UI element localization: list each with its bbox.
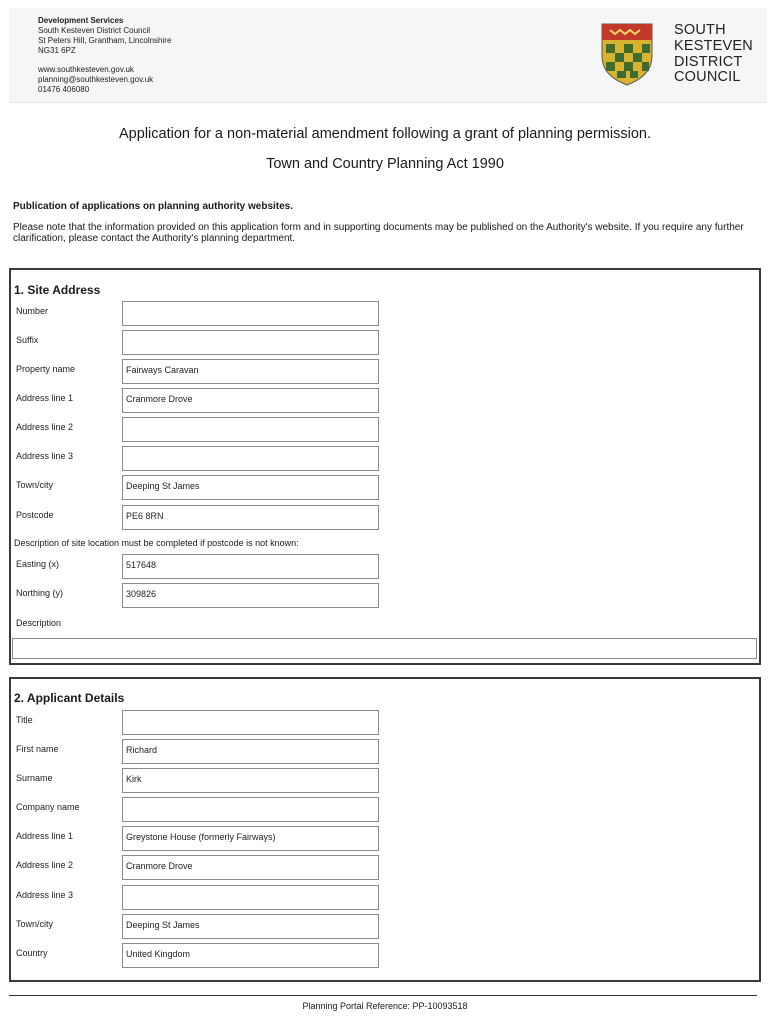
- field-label: Town/city: [16, 480, 54, 490]
- town-city-field[interactable]: Deeping St James: [122, 475, 379, 500]
- council-line: South Kesteven District Council: [38, 26, 151, 35]
- section-title: 1. Site Address: [14, 283, 101, 297]
- field-label: Postcode: [16, 510, 54, 520]
- contact-block: [38, 16, 171, 95]
- number-field[interactable]: [122, 301, 379, 326]
- location-note: Description of site location must be completed if postcode is not known:: [14, 538, 299, 548]
- document-title: Application for a non-material amendment following a grant of planning permission.: [119, 126, 651, 142]
- property-name-row: [11, 359, 391, 384]
- address-line-3-field[interactable]: [122, 446, 379, 471]
- field-label: Address line 2: [16, 860, 74, 870]
- field-label: Country: [16, 948, 48, 958]
- surname-row: [11, 768, 391, 793]
- field-label: Easting (x): [16, 559, 60, 569]
- country-field[interactable]: United Kingdom: [122, 943, 379, 968]
- company-name-row: [11, 797, 391, 822]
- town-city-field[interactable]: Deeping St James: [122, 914, 379, 939]
- easting-field[interactable]: 517648: [122, 554, 379, 579]
- postcode-field[interactable]: PE6 8RN: [122, 505, 379, 530]
- description-field[interactable]: [12, 638, 757, 659]
- council-crest-icon: [600, 22, 654, 86]
- address-line-1-field[interactable]: Greystone House (formerly Fairways): [122, 826, 379, 851]
- field-label: Address line 1: [16, 393, 74, 403]
- field-label: First name: [16, 744, 59, 754]
- field-label: Surname: [16, 773, 53, 783]
- northing-field[interactable]: 309826: [122, 583, 379, 608]
- council-name: [674, 23, 753, 86]
- company-name-field[interactable]: [122, 797, 379, 822]
- field-label: Address line 2: [16, 422, 74, 432]
- postcode: NG31 6PZ: [38, 46, 76, 55]
- field-label: Suffix: [16, 335, 39, 345]
- description-label: Description: [16, 618, 62, 628]
- address-line-2-row: [11, 855, 391, 880]
- site-address-section: [9, 268, 761, 665]
- town-city-row: [11, 914, 391, 939]
- address-line-1-row: [11, 826, 391, 851]
- email-link[interactable]: planning@southkesteven.gov.uk: [38, 75, 154, 84]
- field-label: Property name: [16, 364, 76, 374]
- website-link[interactable]: www.southkesteven.gov.uk: [38, 65, 134, 74]
- footer-divider: [9, 995, 757, 996]
- title-row: [11, 710, 391, 735]
- address-line-1-field[interactable]: Cranmore Drove: [122, 388, 379, 413]
- field-label: Address line 3: [16, 890, 74, 900]
- org-name: Development Services: [38, 16, 124, 25]
- address-line-3-row: [11, 446, 391, 471]
- address-line-3-field[interactable]: [122, 885, 379, 910]
- address-line: St Peters Hill, Grantham, Lincolnshire: [38, 36, 172, 45]
- section-title: 2. Applicant Details: [14, 691, 125, 705]
- field-label: Town/city: [16, 919, 54, 929]
- publication-note: Please note that the information provided on this application form and in supporting documents may be published on the Authority's website. If you require any further clarification, please contact the Authority's planning department.: [13, 222, 744, 244]
- country-row: [11, 943, 391, 968]
- field-label: Address line 1: [16, 831, 74, 841]
- publication-heading: Publication of applications on planning authority websites.: [13, 201, 294, 212]
- council-name-line: KESTEVEN: [674, 37, 753, 54]
- council-name-line: COUNCIL: [674, 69, 741, 86]
- first-name-field[interactable]: Richard: [122, 739, 379, 764]
- applicant-details-section: [9, 677, 761, 982]
- first-name-row: [11, 739, 391, 764]
- number-row: [11, 301, 391, 326]
- suffix-field[interactable]: [122, 330, 379, 355]
- address-line-2-row: [11, 417, 391, 442]
- phone-number: 01476 406080: [38, 85, 90, 94]
- town-city-row: [11, 475, 391, 500]
- address-line-2-field[interactable]: Cranmore Drove: [122, 855, 379, 880]
- address-line-3-row: [11, 885, 391, 910]
- property-name-field[interactable]: Fairways Caravan: [122, 359, 379, 384]
- surname-field[interactable]: Kirk: [122, 768, 379, 793]
- planning-portal-reference: Planning Portal Reference: PP-10093518: [302, 1001, 468, 1011]
- document-subtitle: Town and Country Planning Act 1990: [266, 156, 504, 172]
- easting-row: [11, 554, 391, 579]
- council-name-line: DISTRICT: [674, 53, 743, 70]
- address-line-2-field[interactable]: [122, 417, 379, 442]
- council-name-line: SOUTH: [674, 22, 726, 38]
- title-field[interactable]: [122, 710, 379, 735]
- field-label: Number: [16, 306, 49, 316]
- field-label: Address line 3: [16, 451, 74, 461]
- field-label: Northing (y): [16, 588, 64, 598]
- address-line-1-row: [11, 388, 391, 413]
- field-label: Company name: [16, 802, 80, 812]
- field-label: Title: [16, 715, 33, 725]
- suffix-row: [11, 330, 391, 355]
- northing-row: [11, 583, 391, 608]
- postcode-row: [11, 505, 391, 530]
